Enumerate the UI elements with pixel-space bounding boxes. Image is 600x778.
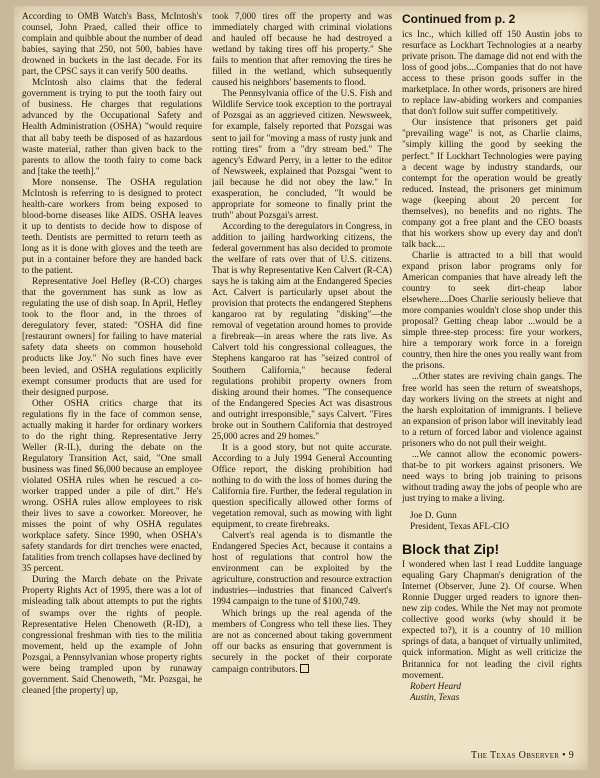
column-2: [212, 12, 392, 748]
letter-paragraph: I wondered when last I read Luddite language equaling Gary Chapman's denigration of the Internet (Observer, June 2). Of course. When Ronnie Dugger urged readers to ignore then-new zip codes. While the Net may not promote collective good works (why should it be expected to?), it is a country of 10 million springs of data, a banquet of virtually unlimited, quick information. Might as well criticize the Britannica for not leading the civil rights movement.: [402, 560, 582, 681]
paragraph: More nonsense. The OSHA regulation McIntosh is referring to is designed to protect health-care workers from being exposed to blood-borne diseases like AIDS. OSHA leaves it up to dentists to decide how to dispose of teeth. Dentists are permitted to return teeth as long as it is done with gloves and the teeth are put in a container before they are handed back to the patient.: [22, 177, 202, 277]
paragraph: McIntosh also claims that the federal government is trying to put the tooth fairy out of business. He charges that regulations advanced by the Occupational Safety and Health Administration (OSHA) "would require that all baby teeth be disposed of as hazardous waste material, rather than given back to the parents to allow the tooth fairy to come back and [take the teeth].": [22, 78, 202, 177]
column-1: [22, 12, 202, 748]
page-footer: [471, 750, 574, 761]
paragraph: [212, 609, 392, 676]
paragraph: Other OSHA critics charge that its regulations fly in the face of common sense, actually making it harder for ordinary workers to do the right thing. Representative Jerry Weller (R-IL), during the debate on the Regulatory Transition Act, said, "One small business was fined $6,000 because an employee violated OSHA rules when he rescued a co-worker trapped under a pile of dirt." He's wrong. OSHA rules allow employees to risk their lives to save a coworker. Moreover, he misses the point of why OSHA regulates workplace safety. Since 1990, when OSHA's safety standards for dirt trenches were enacted, fatalities from trench collapses have declined by 35 percent.: [22, 398, 202, 575]
paragraph: It is a good story, but not quite accurate. According to a July 1994 General Accounting Office report, the disking prohibition had nothing to do with the loss of homes during the California fire. Further, the federal regulation in question specifically allowed other forms of vegetation removal, such as mowing with light equipment, to create firebreaks.: [212, 442, 392, 531]
paragraph: Calvert's real agenda is to dismantle the Endangered Species Act, because it contains a host of regulations that control how the environment can be exploited by the agriculture, construction and resource extraction industries—industries that financed Calvert's 1994 campaign to the tune of $100,749.: [212, 531, 392, 608]
page-number: 9: [568, 750, 574, 761]
paragraph: took 7,000 tires off the property and was immediately charged with criminal violations and hauled off because he had destroyed a wetland by taking tires off his property." She fails to mention that after removing the tires he filled in the wetland, which subsequently caused his neighbors' basements to flood.: [212, 12, 392, 89]
magazine-page: [14, 6, 588, 770]
paragraph: According to the deregulators in Congress, in addition to jailing hardworking citizens, the federal government has also decided to promote the welfare of rats over that of U.S. citizens. That is why Representative Ken Calvert (R-CA) says he is taking aim at the Endangered Species Act. Calvert is particularly upset about the provision that protects the endangered Stephens kangaroo rat by regulating "disking"—the removal of vegetation around homes to provide a firebreak—in areas where the rats live. As Calvert told his congressional colleagues, the Stephens kangaroo rat has "seized control of Southern California," because federal regulations prohibit property owners from disking around their homes. "The consequence of the Endangered Species Act was disastrous and outright irresponsible," says Calvert. "Fires broke out in Southern California that destroyed 25,000 acres and 29 homes.": [212, 221, 392, 442]
paragraph-text: Which brings up the real agenda of the members of Congress who tell these lies. They are not as concerned about taking government off our backs as ensuring that government is securely in the pocket of their corporate campaign contributors.: [212, 608, 392, 675]
continued-heading: Continued from p. 2: [402, 12, 516, 26]
letter-paragraph: ics Inc., which killed off 150 Austin jobs to resurface as Lockhart Technologies at a nearby private prison. The damage did not end with the loss of good jobs....Companies that do not have access to these prison goods suffer in the marketplace. In other words, prisoners are hired to replace law-abiding workers and companies that don't follow suit suffer competitively.: [402, 30, 582, 118]
paragraph: The Pennsylvania office of the U.S. Fish and Wildlife Service took exception to the portrayal of Pozsgai as an aggrieved citizen. Newsweek, for example, falsely reported that Pozsgai was sent to jail for "moving a mass of rusty junk and rotting tires" from a "dry stream bed." The agency's Edward Perry, in a letter to the editor of Newsweek, explained that Pozsgai "went to jail because he did not obey the law." In exasperation, he concluded, "It would be appropriate for someone to finally print the truth" about Pozsgai's arrest.: [212, 89, 392, 221]
letter-paragraph: Charlie is attracted to a bill that would expand prison labor programs only for American companies that have already left the country to seek dirt-cheap labor elsewhere....Does Charlie seriously believe that more companies wouldn't close shop under this proposal? Getting cheap labor ...would be a simple three-step process: fire your workers, hire a temporary work force in a foreign country, then hire the ones you really want from the prisons.: [402, 250, 582, 372]
letter-paragraph: ...Other states are reviving chain gangs. The free world has seen the return of sweatshops, day workers living on the streets at night and the harsh exploitation of immigrants. I believe an expansion of prison labor will inevitably lead to a return of forced labor and violence against prisoners who do not pull their weight.: [402, 372, 582, 449]
signature-name: Robert Heard: [410, 681, 462, 692]
signature-title: President, Texas AFL-CIO: [410, 522, 510, 533]
letter-paragraph: ...We cannot allow the economic powers-that-be to pit workers against prisoners. We need ways to bring job training to prisons without trading away the jobs of people who are just trying to make a living.: [402, 449, 582, 504]
paragraph: During the March debate on the Private Property Rights Act of 1995, there was a lot of misleading talk about attempts to put the rights of swamps over the rights of people. Representative Helen Chenoweth (R-ID), a congressional freshman with ties to the militia movement, held up the example of John Pozsgai, a Pennsylvanian whose property rights were being trampled upon by runaway government. Said Chenoweth, "Mr. Pozsgai, he cleaned [the property] up,: [22, 575, 202, 696]
footer-separator: •: [562, 750, 566, 761]
paragraph: Representative Joel Hefley (R-CO) charges that the government has sunk as low as regulating the use of dish soap. In April, Hefley took to the floor and, in the throes of deregulatory fever, stated: "OSHA did fine [restaurant owners] for failing to have material safety data sheets on common household products like Joy." No such fines have ever been levied, and OSHA regulations explicitly exempt consumer products that are used for their designed purpose.: [22, 277, 202, 398]
end-mark-icon: [300, 664, 309, 673]
signature-place: Austin, Texas: [410, 692, 460, 703]
column-3-letters: [402, 12, 582, 734]
letter-heading: Block that Zip!: [402, 541, 500, 558]
paragraph: According to OMB Watch's Bass, McIntosh's counsel, John Praed, called their office to complain and quibble about the number of dead babies, saying that 250, not 500, babies have drowned in buckets in the last decade. For its part, the CPSC says it can verify 500 deaths.: [22, 12, 202, 78]
letter-paragraph: Our insistence that prisoners get paid "prevailing wage" is not, as Charlie claims, "simply killing the good by seeking the perfect." If Lockhart Technologies were paying a decent wage by industry standards, our contempt for the operation would be greatly reduced. Instead, the prisoners get minimum wage (keeping about 20 percent for themselves), no benefits and no rights. The company got a free plant and the CEO boasts that his workers show up every day and don't talk back....: [402, 118, 582, 250]
signature-name: Joe D. Gunn: [410, 511, 457, 522]
publication-name: The Texas Observer: [471, 750, 560, 761]
